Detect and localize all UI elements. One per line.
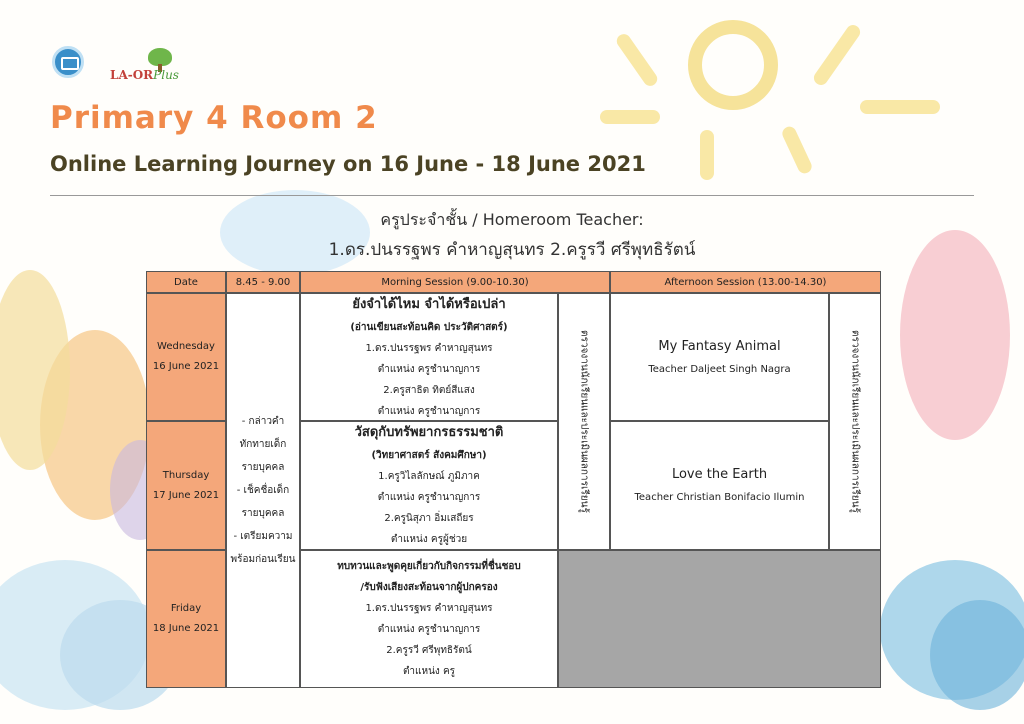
schedule-table xyxy=(146,271,881,688)
homeroom-activity-cell: - กล่าวคำ ทักทายเด็ก รายบุคคล - เช็คชื่อเด็ก รายบุคคล - เตรียมความ พร้อมก่อนเรียน xyxy=(226,293,300,688)
afternoon-side-note: ตรวจงานนักเรียนและประเมินผลการเรียนรู้ xyxy=(829,293,881,550)
header-afternoon: Afternoon Session (13.00-14.30) xyxy=(610,271,881,293)
decor-sun-ray xyxy=(780,124,814,175)
header-date: Date xyxy=(146,271,226,293)
decor-sun-icon xyxy=(688,20,778,110)
decor-sun-ray xyxy=(811,22,863,87)
date-cell-wednesday: Wednesday 16 June 2021 xyxy=(146,293,226,421)
decor-sun-ray xyxy=(614,31,660,88)
decor-sun-ray xyxy=(860,100,940,114)
afternoon-cell-friday-blocked xyxy=(558,550,881,688)
header-morning: Morning Session (9.00-10.30) xyxy=(300,271,610,293)
decor-cloud-right-2 xyxy=(930,600,1024,710)
morning-side-note: ตรวจงานนักเรียนและประเมินผลการเรียนรู้ xyxy=(558,293,610,550)
page-subtitle: Online Learning Journey on 16 June - 18 June 2021 xyxy=(50,152,646,176)
page-title: Primary 4 Room 2 xyxy=(50,100,378,136)
morning-cell-thursday: วัสดุกับทรัพยากรธรรมชาติ (วิทยาศาสตร์ สังคมศึกษา) 1.ครูวิไลลักษณ์ ภูมิภาค ตำแหน่ง ครูชำนาญการ 2.ครูนิสุภา อิ่มเสถียร ตำแหน่ง ครูผู้ช่วย xyxy=(300,421,558,550)
morning-cell-wednesday: ยังจำได้ไหม จำได้หรือเปล่า (อ่านเขียนสะท้อนคิด ประวัติศาสตร์) 1.ดร.ปนรรฐพร คำหาญสุนทร ตำแหน่ง ครูชำนาญการ 2.ครูสาธิต ทิตย์สีแสง ตำแหน่ง ครูชำนาญการ xyxy=(300,293,558,421)
date-cell-friday: Friday 18 June 2021 xyxy=(146,550,226,688)
afternoon-cell-wednesday: My Fantasy Animal Teacher Daljeet Singh Nagra xyxy=(610,293,829,421)
divider xyxy=(50,195,974,196)
afternoon-cell-thursday: Love the Earth Teacher Christian Bonifacio Ilumin xyxy=(610,421,829,550)
decor-sun-ray xyxy=(700,130,714,180)
homeroom-names: 1.ดร.ปนรรฐพร คำหาญสุนทร 2.ครูรวี ศรีพุทธิรัตน์ xyxy=(328,240,696,260)
morning-cell-friday: ทบทวนและพูดคุยเกี่ยวกับกิจกรรมที่ชื่นชอบ /รับฟังเสียงสะท้อนจากผู้ปกครอง 1.ดร.ปนรรฐพร คำหาญสุนทร ตำแหน่ง ครูชำนาญการ 2.ครูรวี ศรีพุทธิรัตน์ ตำแหน่ง ครู xyxy=(300,550,558,688)
header-time: 8.45 - 9.00 xyxy=(226,271,300,293)
date-cell-thursday: Thursday 17 June 2021 xyxy=(146,421,226,550)
homeroom-label: ครูประจำชั้น / Homeroom Teacher: xyxy=(380,210,644,229)
decor-sun-ray xyxy=(600,110,660,124)
obec-logo-icon xyxy=(52,46,84,78)
